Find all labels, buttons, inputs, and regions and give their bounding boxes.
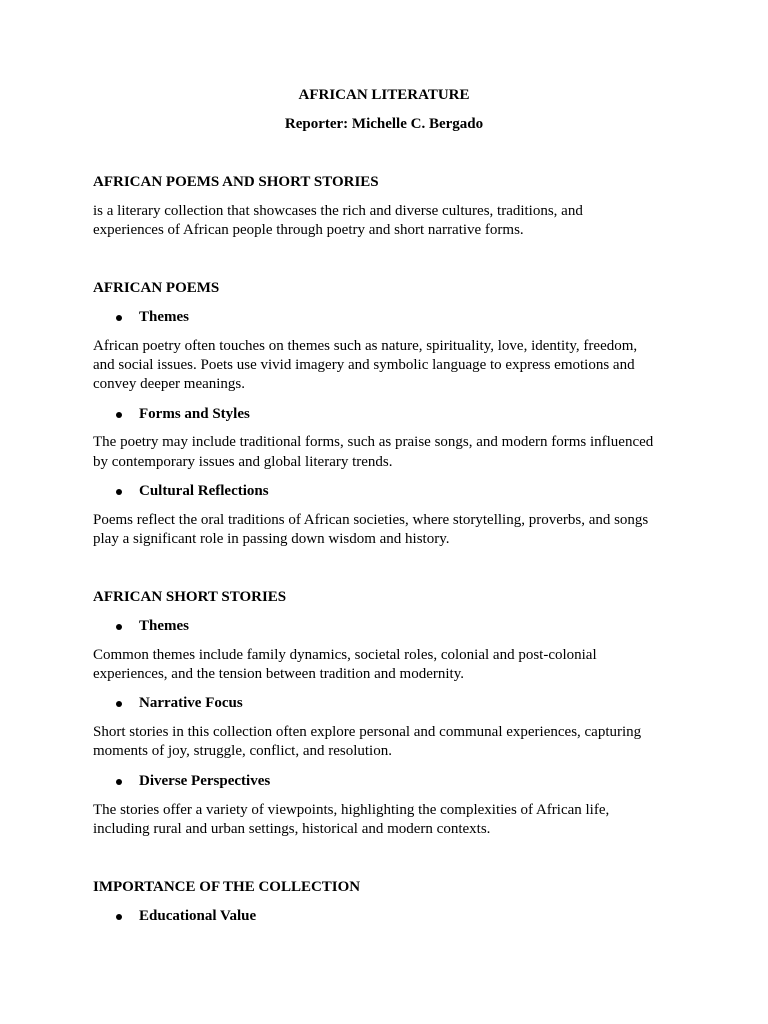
poems-themes-line-3: convey deeper meanings. [93,376,246,392]
bullet-icon [116,779,122,785]
stories-narrative-label: Narrative Focus [139,695,243,711]
poems-themes-line-1: African poetry often touches on themes such as nature, spirituality, love, identity, freedom, [93,338,638,354]
stories-diverse-line-1: The stories offer a variety of viewpoints, highlighting the complexities of African life, [93,802,610,818]
document-title: AFRICAN LITERATURE [298,87,470,103]
stories-themes-line-1: Common themes include family dynamics, societal roles, colonial and post-colonial [93,647,597,663]
poems-cultural-line-1: Poems reflect the oral traditions of African societies, where storytelling, proverbs, and songs [93,512,649,528]
bullet-icon [116,489,122,495]
stories-diverse-label: Diverse Perspectives [139,773,271,789]
bullet-icon [116,412,122,418]
intro-text-line-1: is a literary collection that showcases the rich and diverse cultures, traditions, and [93,203,583,219]
poems-forms-line-1: The poetry may include traditional forms, such as praise songs, and modern forms influenced [93,434,654,450]
stories-themes-line-2: experiences, and the tension between tradition and modernity. [93,666,464,682]
bullet-icon [116,701,122,707]
poems-cultural-label: Cultural Reflections [139,483,269,499]
intro-text-line-2: experiences of African people through poetry and short narrative forms. [93,222,524,238]
reporter-line: Reporter: Michelle C. Bergado [284,116,484,132]
importance-heading: IMPORTANCE OF THE COLLECTION [93,879,361,895]
bullet-icon [116,315,122,321]
poems-forms-label: Forms and Styles [139,406,250,422]
poems-themes-line-2: and social issues. Poets use vivid imagery and symbolic language to express emotions and [93,357,635,373]
poems-themes-label: Themes [139,309,189,325]
poems-heading: AFRICAN POEMS [93,280,220,296]
intro-heading: AFRICAN POEMS AND SHORT STORIES [93,174,379,190]
stories-themes-label: Themes [139,618,189,634]
stories-heading: AFRICAN SHORT STORIES [93,589,287,605]
stories-narrative-line-2: moments of joy, struggle, conflict, and resolution. [93,743,392,759]
stories-narrative-line-1: Short stories in this collection often explore personal and communal experiences, capturing [93,724,642,740]
stories-diverse-line-2: including rural and urban settings, historical and modern contexts. [93,821,491,837]
bullet-icon [116,914,122,920]
bullet-icon [116,624,122,630]
poems-cultural-line-2: play a significant role in passing down wisdom and history. [93,531,450,547]
importance-educational-label: Educational Value [139,908,257,924]
poems-forms-line-2: by contemporary issues and global literary trends. [93,454,393,470]
